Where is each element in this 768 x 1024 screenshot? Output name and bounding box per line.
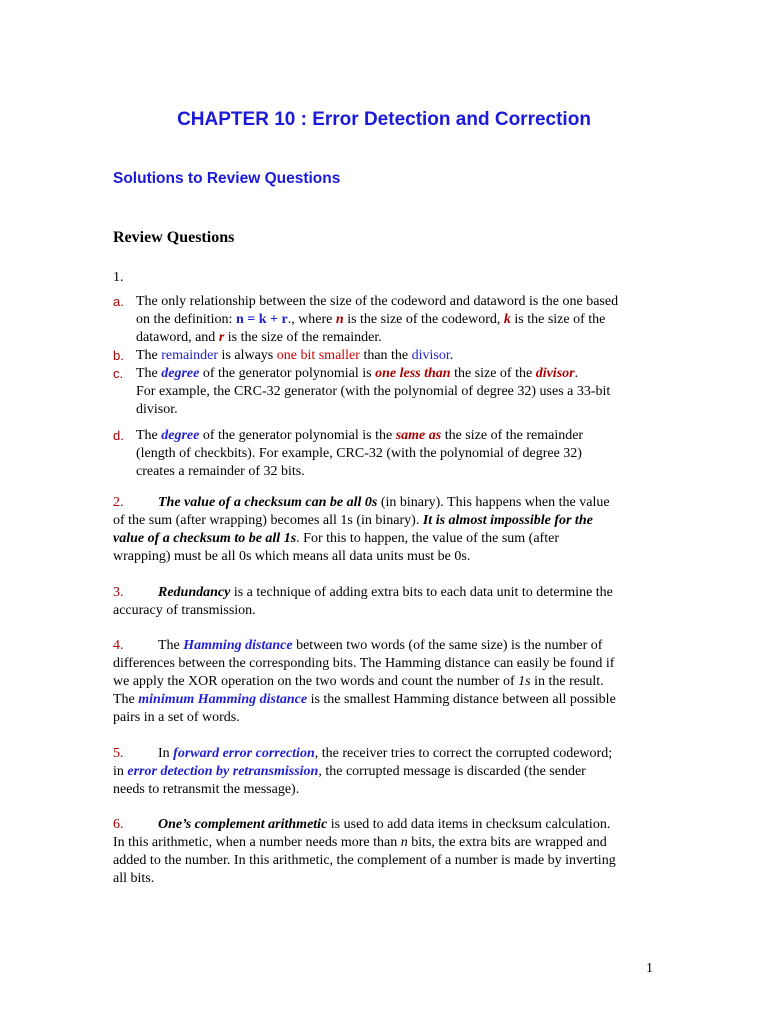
list-item-d — [113, 427, 583, 481]
text-run: , the receiver tries to correct the corrupted codeword; — [314, 746, 613, 761]
text-run: dataword, and — [136, 330, 219, 345]
text-run: bits, the extra bits are wrapped and — [407, 835, 607, 850]
text-run: is a technique of adding extra bits to each data unit to determine the — [230, 585, 613, 600]
text-run: in — [113, 764, 128, 779]
list-marker-c: c. — [113, 366, 124, 381]
text-line — [136, 463, 583, 481]
text-run: between two words (of the same size) is the number of — [292, 638, 603, 653]
text-run: wrapping) must be all 0s which means all data units must be 0s. — [113, 549, 471, 564]
text-run: is the size of the codeword, — [343, 312, 504, 327]
text-line — [136, 347, 453, 365]
page-number: 1 — [646, 961, 653, 976]
emphasis-same-as: same as — [395, 428, 442, 443]
text-run: . — [449, 348, 454, 363]
answer-4 — [113, 637, 616, 727]
text-run: pairs in a set of words. — [113, 710, 240, 725]
list-marker-d: d. — [113, 428, 124, 443]
list-item-b — [113, 347, 453, 365]
text-line — [136, 365, 610, 383]
emphasis-hamming-distance: Hamming distance — [183, 638, 293, 653]
text-run: In — [158, 746, 174, 761]
emphasis-ones-complement: One’s complement arithmetic — [158, 817, 328, 832]
text-line — [136, 445, 583, 463]
text-run: added to the number. In this arithmetic, the complement of a number is made by inverting — [113, 853, 616, 868]
text-line — [136, 311, 618, 329]
emphasis-redundancy: Redundancy — [158, 585, 231, 600]
review-questions-heading: Review Questions — [113, 229, 235, 246]
text-run: The — [136, 366, 162, 381]
text-line — [136, 329, 618, 347]
text-line — [136, 427, 583, 445]
question-number-6: 6. — [113, 817, 124, 832]
text-line — [113, 530, 610, 548]
text-run: of the generator polynomial is — [199, 366, 376, 381]
variable-r: r — [218, 330, 225, 345]
text-run: on the definition: — [136, 312, 236, 327]
text-run: The — [136, 348, 162, 363]
text-line — [136, 401, 610, 419]
text-line — [113, 584, 613, 602]
emphasis-text: It is almost impossible for the — [422, 513, 593, 528]
emphasis-one-less-than: one less than — [375, 366, 451, 381]
question-number-4: 4. — [113, 638, 124, 653]
text-run: The — [136, 428, 162, 443]
solutions-subtitle: Solutions to Review Questions — [113, 170, 341, 187]
answer-3 — [113, 584, 613, 620]
variable-k: k — [503, 312, 511, 327]
italic-variable-n: n — [400, 835, 408, 850]
text-run: The — [113, 692, 139, 707]
question-number-5: 5. — [113, 746, 124, 761]
list-item-a — [113, 293, 618, 347]
text-line — [113, 745, 612, 763]
text-run: is the smallest Hamming distance between all possible — [307, 692, 616, 707]
text-line — [136, 293, 618, 311]
text-run: (in binary). This happens when the value — [377, 495, 610, 510]
text-run: is always — [218, 348, 277, 363]
variable-n: n — [335, 312, 344, 327]
emphasis-error-detection-by-retransmission: error detection by retransmission — [127, 764, 319, 779]
text-run: (length of checkbits). For example, CRC-32 (with the polynomial of degree 32) — [136, 446, 582, 461]
text-line — [113, 602, 613, 620]
list-marker-b: b. — [113, 348, 124, 363]
text-run: For example, the CRC-32 generator (with the polynomial of degree 32) uses a 33-bit — [136, 384, 611, 399]
emphasis-forward-error-correction: forward error correction — [173, 746, 315, 761]
list-marker-a: a. — [113, 294, 124, 309]
text-line — [113, 834, 616, 852]
question-number-1: 1. — [113, 270, 124, 285]
text-run: The only relationship between the size of the codeword and dataword is the one based — [136, 294, 619, 309]
emphasis-minimum-hamming-distance: minimum Hamming distance — [138, 692, 308, 707]
answer-6 — [113, 816, 616, 888]
emphasis-degree: degree — [161, 428, 200, 443]
emphasis-text: value of a checksum to be all 1s — [113, 531, 297, 546]
text-run: than the — [359, 348, 412, 363]
answer-2 — [113, 494, 610, 566]
list-item-c — [113, 365, 610, 419]
text-run: needs to retransmit the message). — [113, 782, 300, 797]
text-line — [113, 655, 616, 673]
answer-5 — [113, 745, 612, 799]
text-line — [113, 709, 616, 727]
emphasis-remainder: remainder — [161, 348, 219, 363]
text-run: the size of the — [450, 366, 536, 381]
text-run: all bits. — [113, 871, 155, 886]
text-run: we apply the XOR operation on the two words and count the number of — [113, 674, 519, 689]
question-number-2: 2. — [113, 495, 124, 510]
text-run: In this arithmetic, when a number needs more than — [113, 835, 401, 850]
text-run: divisor. — [136, 402, 178, 417]
text-run: is the size of the remainder. — [224, 330, 382, 345]
italic-text: 1s — [518, 674, 531, 689]
emphasis-divisor: divisor — [535, 366, 575, 381]
text-run: of the sum (after wrapping) becomes all 1s (in binary). — [113, 513, 423, 528]
emphasis-one-bit-smaller: one bit smaller — [276, 348, 360, 363]
text-line — [113, 494, 610, 512]
text-run: accuracy of transmission. — [113, 603, 256, 618]
text-line — [113, 870, 616, 888]
text-line — [113, 852, 616, 870]
text-run: , the corrupted message is discarded (the sender — [318, 764, 586, 779]
text-line — [113, 816, 616, 834]
text-line — [136, 383, 610, 401]
text-run: . — [574, 366, 579, 381]
emphasis-text: The value of a checksum can be all 0s — [158, 495, 378, 510]
text-run: differences between the corresponding bits. The Hamming distance can easily be found if — [113, 656, 615, 671]
text-run: . For this to happen, the value of the sum (after — [296, 531, 559, 546]
text-run: the size of the remainder — [441, 428, 584, 443]
text-run: is used to add data items in checksum calculation. — [327, 817, 611, 832]
text-run: in the result. — [530, 674, 604, 689]
text-line — [113, 781, 612, 799]
text-line — [113, 548, 610, 566]
text-line — [113, 763, 612, 781]
text-line — [113, 691, 616, 709]
text-line — [113, 512, 610, 530]
emphasis-degree: degree — [161, 366, 200, 381]
emphasis-divisor: divisor — [411, 348, 450, 363]
text-line — [113, 637, 616, 655]
formula: n = k + r — [235, 312, 288, 327]
question-number-3: 3. — [113, 585, 124, 600]
text-line — [113, 673, 616, 691]
chapter-title: CHAPTER 10 : Error Detection and Correction — [177, 109, 591, 130]
text-run: creates a remainder of 32 bits. — [136, 464, 305, 479]
text-run: is the size of the — [510, 312, 606, 327]
text-run: The — [158, 638, 184, 653]
text-run: ., where — [287, 312, 336, 327]
text-run: of the generator polynomial is the — [199, 428, 396, 443]
